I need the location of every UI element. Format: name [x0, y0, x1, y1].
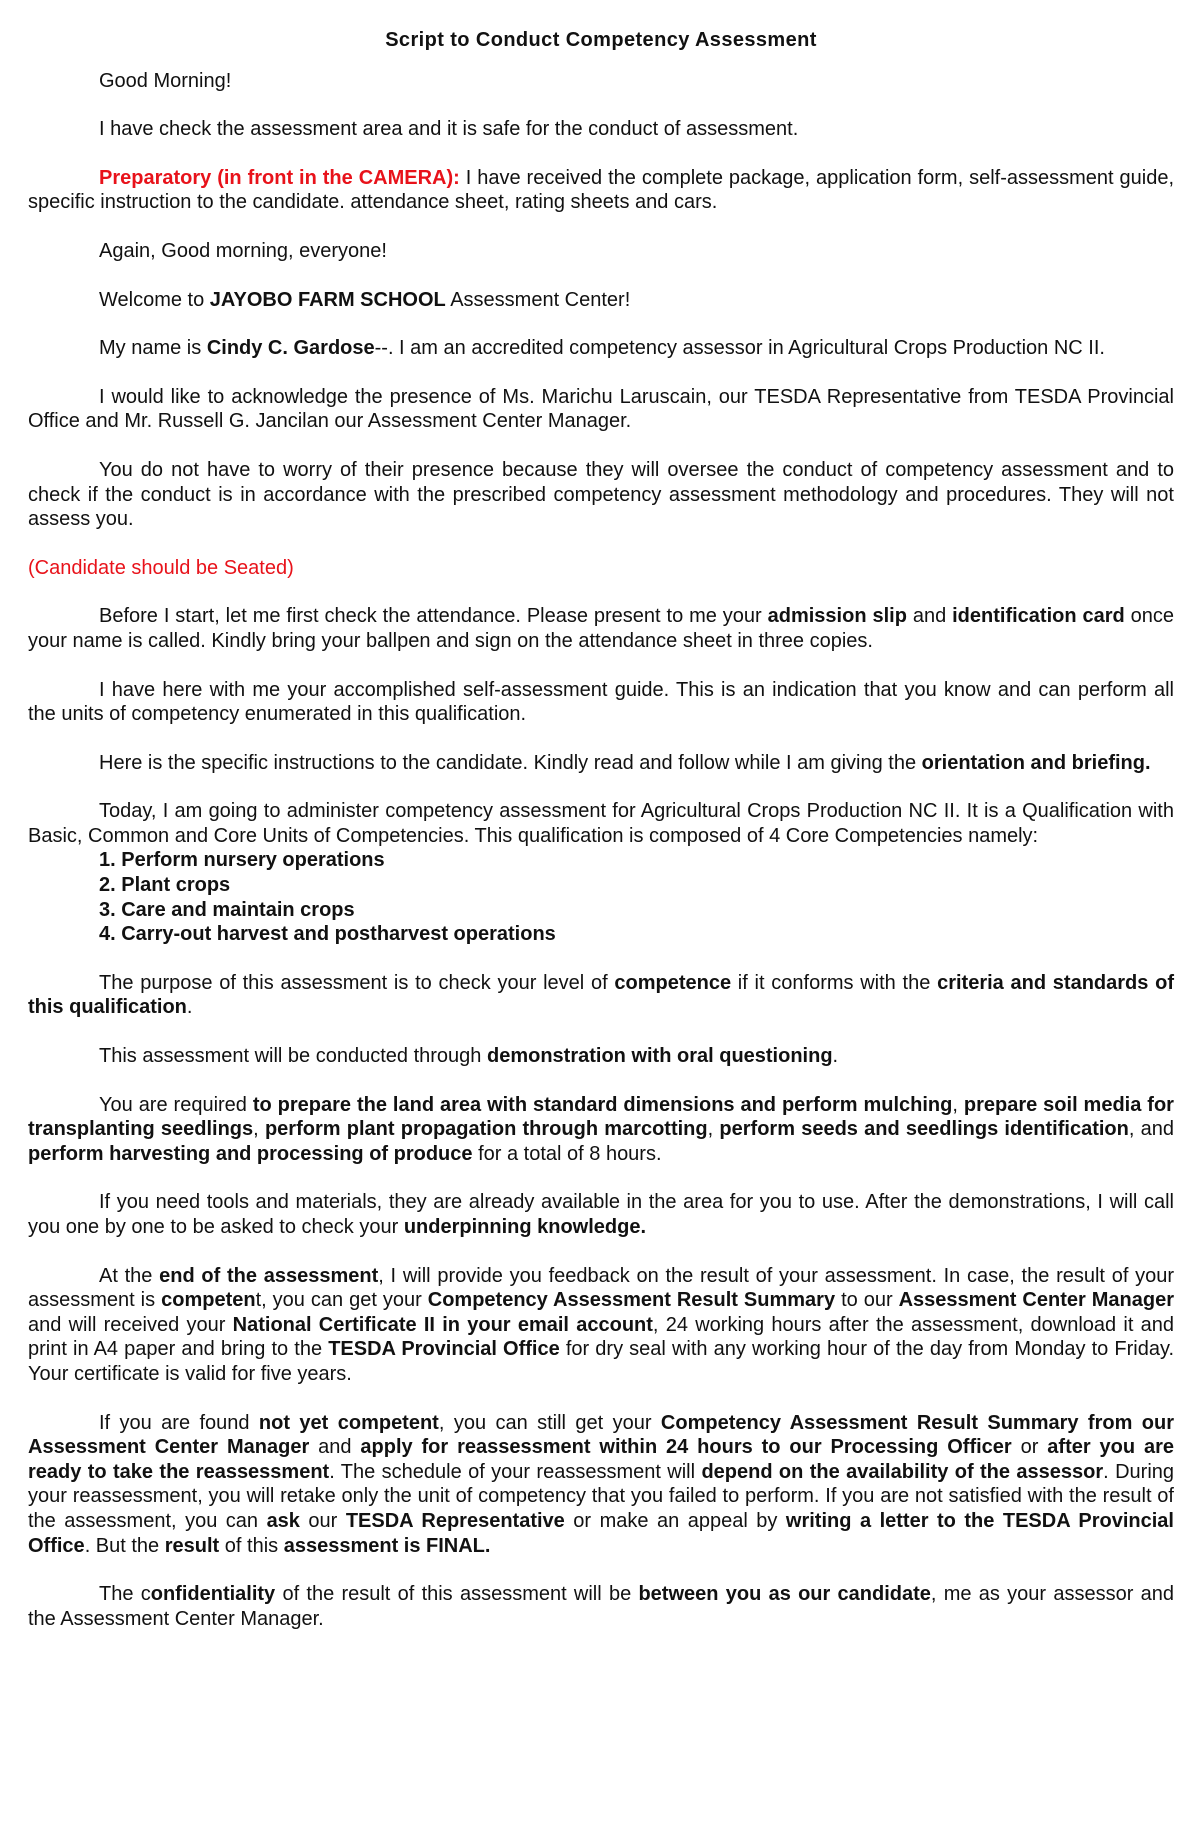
admission-slip: admission slip: [767, 605, 907, 628]
instructions-paragraph: [28, 751, 1174, 776]
conf-bold-1: onfidentiality: [150, 1583, 276, 1606]
welcome-post: Assessment Center!: [445, 288, 631, 311]
preparatory-label: Preparatory (in front in the CAMERA):: [99, 166, 460, 189]
required-text-5: , and: [1128, 1118, 1175, 1141]
nyc-bold-10: assessment is FINAL.: [283, 1534, 491, 1557]
no-worry-paragraph: You do not have to worry of their presence because they will oversee the conduct of competency assessment and to check if the conduct is in accordance with the prescribed competency assessment methodology and procedures. They will not assess you.: [28, 458, 1174, 531]
purpose-text-3: .: [186, 996, 193, 1019]
end-bold-2: competen: [161, 1289, 256, 1312]
nyc-bold-7: TESDA Representative: [345, 1509, 565, 1532]
conf-text-2: of the result of this assessment will be: [275, 1583, 639, 1606]
underpinning-knowledge: underpinning knowledge.: [403, 1216, 647, 1238]
nyc-text-3: and: [309, 1436, 361, 1459]
required-text-6: for a total of 8 hours.: [472, 1142, 662, 1165]
required-text-1: You are required: [99, 1093, 253, 1116]
nyc-text-6: . During your reassessment, you will retake only the unit of competency that you failed to perform. If you are not satisfied with the result of the assessment, you can: [28, 1460, 1175, 1532]
instructions-text: Here is the specific instructions to the candidate. Kindly read and follow while I am giving the: [99, 751, 922, 774]
end-text-5: and will received your: [28, 1313, 233, 1336]
end-text-7: for dry seal with any working hour of the day from Monday to Friday. Your certificate is valid for five years.: [28, 1338, 1175, 1385]
method-paragraph: [28, 1044, 1174, 1069]
purpose-text-1: The purpose of this assessment is to check your level of: [99, 971, 615, 994]
assessor-name: Cindy C. Gardose: [206, 337, 375, 360]
welcome-paragraph: [28, 288, 1174, 313]
nyc-bold-6: ask: [266, 1509, 300, 1532]
attendance-text-3: once your name is called. Kindly bring your ballpen and sign on the attendance sheet in three copies.: [28, 605, 1174, 652]
tools-text: If you need tools and materials, they are already available in the area for you to use. After the demonstrations, I will call you one by one to be asked to check your: [28, 1191, 1174, 1238]
preparatory-text: I have received the complete package, application form, self-assessment guide, specific instruction to the candidate. attendance sheet, rating sheets and cars.: [28, 166, 1174, 214]
name-intro-pre: My name is: [99, 337, 207, 360]
nyc-text-1: If you are found: [99, 1411, 259, 1434]
end-text-3: t, you can get your: [255, 1289, 428, 1312]
welcome-pre: Welcome to: [99, 288, 210, 311]
identification-card: identification card: [952, 605, 1125, 628]
required-paragraph: [28, 1093, 1174, 1167]
attendance-text-1: Before I start, let me first check the attendance. Please present to me your: [99, 605, 768, 628]
list-item: 2. Plant crops: [99, 874, 231, 897]
end-bold-4: Assessment Center Manager: [898, 1289, 1174, 1312]
today-paragraph: Today, I am going to administer competency assessment for Agricultural Crops Production NC II. It is a Qualification with Basic, Common and Core Units of Competencies. This qualification is composed of 4 Core Competencies namely:: [28, 800, 1174, 847]
end-text-1: At the: [99, 1264, 160, 1287]
nyc-bold-8: writing a letter to the TESDA Provincial Office: [28, 1509, 1174, 1557]
list-item: 3. Care and maintain crops: [99, 898, 355, 921]
preparatory-paragraph: [28, 166, 1174, 215]
required-task-3: perform plant propagation through marcotting: [264, 1118, 708, 1141]
nyc-text-2: , you can still get your: [438, 1411, 661, 1434]
list-item: 1. Perform nursery operations: [99, 849, 385, 872]
purpose-text-2: if it conforms with the: [731, 971, 938, 994]
nyc-text-8: or make an appeal by: [564, 1509, 786, 1532]
tools-paragraph: [28, 1190, 1174, 1239]
greeting-paragraph: Good Morning!: [99, 69, 232, 92]
attendance-paragraph: [28, 604, 1174, 653]
required-task-5: perform harvesting and processing of produce: [28, 1142, 473, 1165]
nyc-bold-3: apply for reassessment within 24 hours to our Processing Officer: [360, 1436, 1012, 1459]
conf-text-3: , me as your assessor and the Assessment Center Manager.: [28, 1583, 1174, 1630]
end-bold-3: Competency Assessment Result Summary: [427, 1289, 836, 1312]
acknowledge-paragraph: I would like to acknowledge the presence of Ms. Marichu Laruscain, our TESDA Representative from TESDA Provincial Office and Mr. Russell G. Jancilan our Assessment Center Manager.: [28, 385, 1174, 433]
nyc-text-4: or: [1011, 1436, 1048, 1459]
nyc-text-5: . The schedule of your reassessment will: [329, 1460, 702, 1483]
end-text-2: , I will provide you feedback on the result of your assessment. In case, the result of your assessment is: [28, 1264, 1175, 1312]
end-text-4: to our: [835, 1289, 899, 1312]
core-competencies-list: [99, 848, 1174, 946]
purpose-paragraph: [28, 971, 1174, 1020]
method-text-2: .: [832, 1045, 839, 1068]
required-task-4: perform seeds and seedlings identification: [719, 1118, 1129, 1141]
attendance-text-2: and: [906, 605, 953, 628]
confidentiality-paragraph: [28, 1582, 1174, 1631]
again-greeting-paragraph: Again, Good morning, everyone!: [99, 239, 387, 262]
required-text-4: ,: [707, 1118, 720, 1141]
orientation-briefing: orientation and briefing.: [921, 751, 1151, 774]
method-text-1: This assessment will be conducted through: [99, 1045, 487, 1068]
criteria-standards: criteria and standards of this qualification: [28, 971, 1174, 1019]
document-page: [28, 28, 1174, 1631]
end-bold-5: National Certificate II in your email account: [232, 1313, 653, 1336]
nyc-text-9: . But the: [84, 1534, 165, 1557]
conf-text-1: The c: [99, 1583, 151, 1606]
end-bold-6: TESDA Provincial Office: [328, 1338, 560, 1361]
nyc-text-10: of this: [219, 1534, 284, 1557]
competence-term: competence: [614, 971, 732, 994]
required-text-3: ,: [253, 1118, 265, 1141]
nyc-bold-2: Competency Assessment Result Summary from our Assessment Center Manager: [28, 1411, 1174, 1459]
list-item: 4. Carry-out harvest and postharvest operations: [99, 923, 556, 946]
end-text-6: , 24 working hours after the assessment, download it and print in A4 paper and bring to the: [28, 1313, 1175, 1361]
nyc-bold-5: depend on the availability of the assessor: [701, 1460, 1104, 1483]
nyc-bold-9: result: [164, 1534, 220, 1557]
self-assessment-paragraph: I have here with me your accomplished self-assessment guide. This is an indication that you know and can perform all the units of competency enumerated in this qualification.: [28, 678, 1174, 726]
check-area-paragraph: I have check the assessment area and it is safe for the conduct of assessment.: [99, 118, 799, 141]
seated-note: (Candidate should be Seated): [28, 556, 294, 579]
end-assessment-paragraph: [28, 1264, 1174, 1387]
nyc-bold-4: after you are ready to take the reassessment: [28, 1436, 1175, 1483]
not-competent-paragraph: [28, 1411, 1174, 1559]
required-task-1: to prepare the land area with standard dimensions and perform mulching: [252, 1093, 953, 1116]
nyc-text-7: our: [299, 1509, 346, 1532]
conf-bold-2: between you as our candidate: [638, 1583, 931, 1606]
end-bold-1: end of the assessment: [159, 1264, 379, 1287]
document-title: Script to Conduct Competency Assessment: [385, 29, 817, 51]
method-bold: demonstration with oral questioning: [486, 1045, 833, 1068]
nyc-bold-1: not yet competent: [258, 1411, 439, 1434]
name-intro-post: --. I am an accredited competency assessor in Agricultural Crops Production NC II.: [374, 337, 1105, 360]
required-text-2: ,: [952, 1093, 964, 1116]
name-intro-paragraph: [28, 336, 1174, 361]
required-task-2: prepare soil media for transplanting seedlings: [28, 1093, 1174, 1141]
school-name: JAYOBO FARM SCHOOL: [209, 288, 446, 311]
